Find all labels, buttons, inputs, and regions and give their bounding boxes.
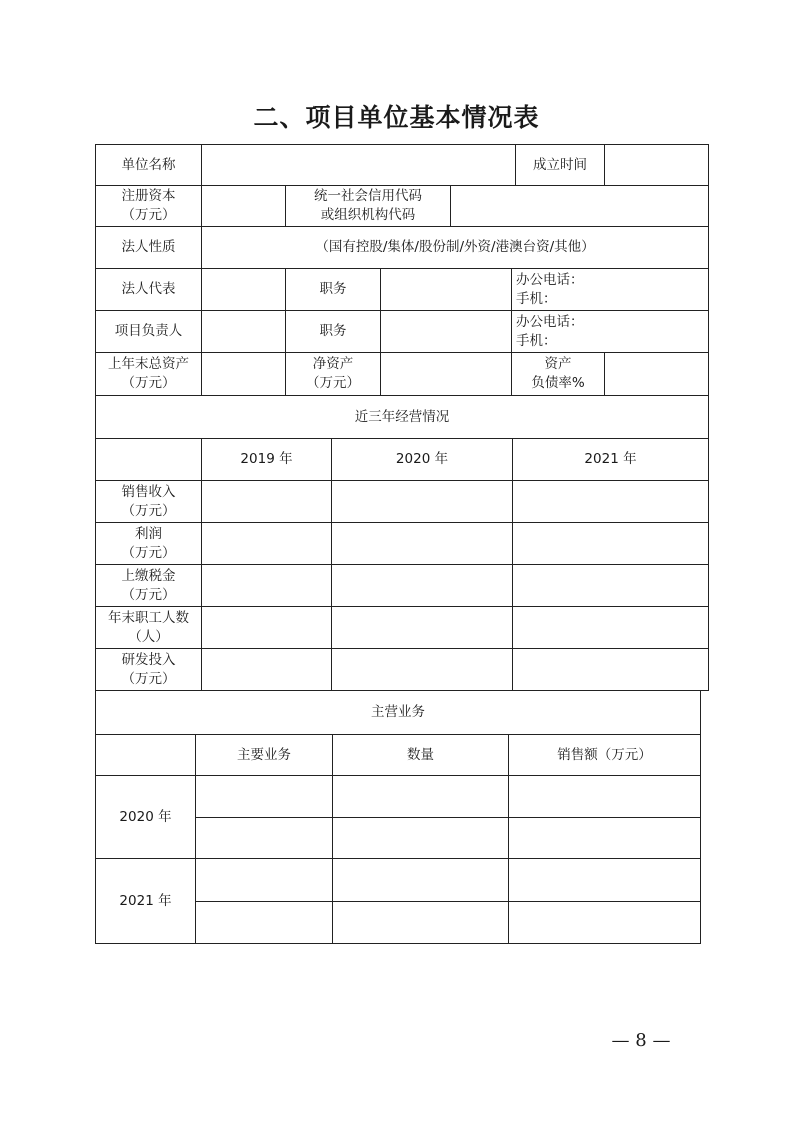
debt-ratio-label-line1: 资产 — [544, 356, 572, 372]
operations-cell[interactable] — [201, 564, 332, 607]
operations-cell[interactable] — [201, 606, 332, 649]
business-cell[interactable] — [195, 901, 333, 944]
net-assets-label-line2: （万元） — [306, 375, 360, 391]
row-label-line2: （万元） — [121, 586, 176, 603]
operations-cell[interactable] — [512, 648, 709, 691]
operations-cell[interactable] — [331, 564, 513, 607]
operations-row-label — [95, 564, 202, 607]
operations-year-2021: 2021 年 — [512, 438, 709, 481]
credit-code-label-line1: 统一社会信用代码 — [314, 188, 422, 204]
operations-cell[interactable] — [201, 480, 332, 523]
operations-cell[interactable] — [201, 648, 332, 691]
business-year-2021: 2021 年 — [95, 858, 196, 944]
operations-row-label — [95, 480, 202, 523]
operations-cell[interactable] — [331, 606, 513, 649]
total-assets-field[interactable] — [201, 352, 286, 396]
business-year-2020: 2020 年 — [95, 775, 196, 859]
total-assets-label-line1: 上年末总资产 — [108, 356, 189, 372]
operations-cell[interactable] — [331, 648, 513, 691]
project-lead-position-label: 职务 — [285, 310, 381, 353]
operations-year-2020: 2020 年 — [331, 438, 513, 481]
business-heading: 主营业务 — [95, 690, 701, 735]
row-label-line1: 销售收入 — [121, 483, 176, 500]
operations-cell[interactable] — [512, 564, 709, 607]
mobile-label: 手机： — [516, 332, 557, 349]
business-cell[interactable] — [195, 817, 333, 859]
business-cell[interactable] — [195, 775, 333, 818]
project-lead-position-field[interactable] — [380, 310, 512, 353]
operations-row-label — [95, 522, 202, 565]
credit-code-label-line2: 或组织机构代码 — [320, 207, 416, 223]
project-lead-label: 项目负责人 — [95, 310, 202, 353]
business-cell[interactable] — [508, 775, 701, 818]
operations-corner — [95, 438, 202, 481]
row-label-line1: 利润 — [135, 525, 162, 542]
unit-name-field[interactable] — [201, 144, 516, 186]
debt-ratio-label — [511, 352, 605, 396]
reg-capital-label-line2: （万元） — [121, 207, 176, 223]
established-field[interactable] — [604, 144, 709, 186]
debt-ratio-field[interactable] — [604, 352, 709, 396]
operations-heading: 近三年经营情况 — [95, 395, 709, 439]
reg-capital-label-line1: 注册资本 — [121, 188, 176, 204]
page-title: 二、项目单位基本情况表 — [253, 103, 540, 132]
operations-row-label — [95, 648, 202, 691]
debt-ratio-label-line2: 负债率% — [531, 375, 585, 391]
legal-rep-field[interactable] — [201, 268, 286, 311]
row-label-line1: 上缴税金 — [121, 567, 176, 584]
business-cell[interactable] — [332, 775, 509, 818]
row-label-line2: （万元） — [121, 544, 176, 561]
business-cell[interactable] — [332, 817, 509, 859]
legal-nature-options[interactable]: （国有控股/集体/股份制/外资/港澳台资/其他） — [201, 226, 709, 269]
row-label-line1: 年末职工人数 — [108, 609, 189, 626]
office-phone-label: 办公电话： — [516, 313, 584, 330]
total-assets-label — [95, 352, 202, 396]
business-cell[interactable] — [508, 858, 701, 902]
legal-rep-position-field[interactable] — [380, 268, 512, 311]
unit-name-label: 单位名称 — [95, 144, 202, 186]
reg-capital-field[interactable] — [201, 185, 286, 227]
operations-cell[interactable] — [201, 522, 332, 565]
operations-row-label — [95, 606, 202, 649]
mobile-label: 手机： — [516, 290, 557, 307]
net-assets-field[interactable] — [380, 352, 512, 396]
total-assets-label-line2: （万元） — [121, 375, 176, 391]
page-number: — 8 — — [611, 1030, 671, 1051]
net-assets-label-line1: 净资产 — [312, 356, 354, 372]
legal-rep-position-label: 职务 — [285, 268, 381, 311]
project-lead-field[interactable] — [201, 310, 286, 353]
business-cell[interactable] — [195, 858, 333, 902]
business-corner — [95, 734, 196, 776]
business-cell[interactable] — [332, 901, 509, 944]
credit-code-label — [285, 185, 451, 227]
legal-rep-label: 法人代表 — [95, 268, 202, 311]
operations-cell[interactable] — [512, 522, 709, 565]
operations-year-2019: 2019 年 — [201, 438, 332, 481]
business-cell[interactable] — [332, 858, 509, 902]
row-label-line2: （万元） — [121, 670, 176, 687]
row-label-line2: （人） — [128, 628, 169, 645]
operations-cell[interactable] — [331, 522, 513, 565]
operations-cell[interactable] — [512, 480, 709, 523]
credit-code-field[interactable] — [450, 185, 709, 227]
row-label-line2: （万元） — [121, 502, 176, 519]
reg-capital-label — [95, 185, 202, 227]
established-label: 成立时间 — [515, 144, 605, 186]
operations-cell[interactable] — [512, 606, 709, 649]
business-col-sales: 销售额（万元） — [508, 734, 701, 776]
legal-nature-label: 法人性质 — [95, 226, 202, 269]
operations-cell[interactable] — [331, 480, 513, 523]
project-lead-contact[interactable] — [511, 310, 709, 353]
row-label-line1: 研发投入 — [121, 651, 176, 668]
net-assets-label — [285, 352, 381, 396]
business-cell[interactable] — [508, 817, 701, 859]
legal-rep-contact[interactable] — [511, 268, 709, 311]
business-col-quantity: 数量 — [332, 734, 509, 776]
business-cell[interactable] — [508, 901, 701, 944]
office-phone-label: 办公电话： — [516, 271, 584, 288]
business-col-main: 主要业务 — [195, 734, 333, 776]
